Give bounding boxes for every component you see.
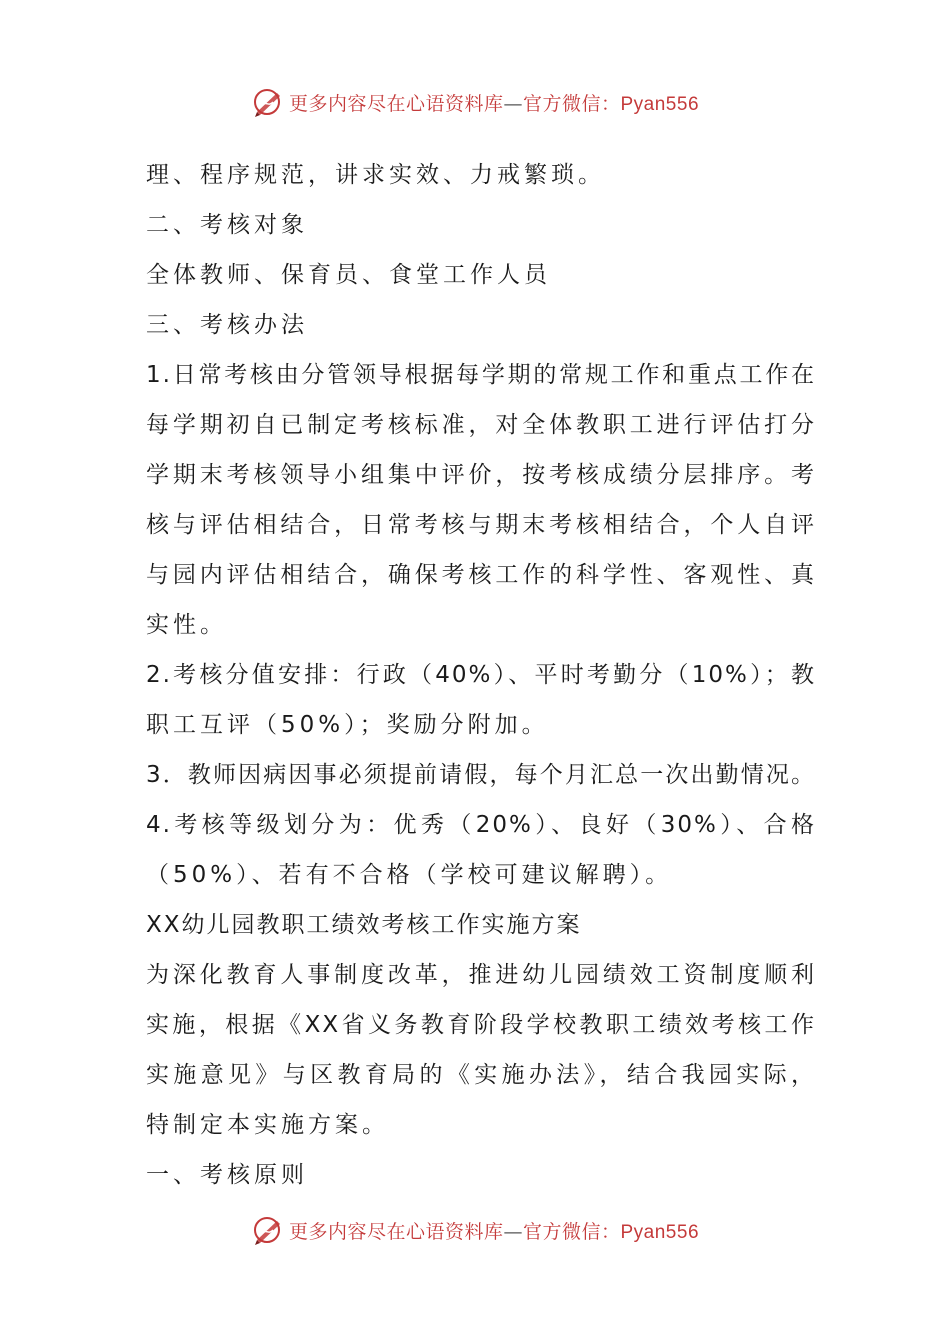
watermark-dash: — — [503, 1220, 523, 1243]
paragraph-line: 实性。 — [146, 612, 227, 638]
paragraph-line: 2.考核分值安排：行政（40%）、平时考勤分（10%）；教 — [146, 662, 816, 688]
watermark-title: 更多内容尽在心语资料库 — [288, 1220, 504, 1243]
paragraph-line: 学期末考核领导小组集中评价，按考核成绩分层排序。考 — [146, 462, 816, 488]
paragraph-line: 3．教师因病因事必须提前请假，每个月汇总一次出勤情况。 — [146, 762, 816, 788]
footer-watermark — [0, 1210, 950, 1250]
paragraph-line: 实施意见》与区教育局的《实施办法》，结合我园实际， — [146, 1062, 816, 1088]
document-title: XX幼儿园教职工绩效考核工作实施方案 — [146, 912, 582, 938]
pen-logo-icon — [251, 1213, 285, 1247]
paragraph-line: 理、程序规范，讲求实效、力戒繁琐。 — [146, 162, 605, 188]
watermark-text — [289, 89, 699, 116]
paragraph-line: 1.日常考核由分管领导根据每学期的常规工作和重点工作在 — [146, 362, 816, 388]
watermark-title: 更多内容尽在心语资料库 — [288, 92, 504, 115]
section-heading: 一、考核原则 — [146, 1162, 308, 1188]
paragraph-line: 职工互评（50%）；奖励分附加。 — [146, 712, 549, 738]
paragraph-line: 全体教师、保育员、食堂工作人员 — [146, 262, 551, 288]
paragraph-line: 特制定本实施方案。 — [146, 1112, 389, 1138]
watermark-dash: — — [503, 92, 523, 115]
paragraph-line: （50%）、若有不合格（学校可建议解聘）。 — [146, 862, 673, 888]
section-heading: 二、考核对象 — [146, 212, 308, 238]
document-body — [146, 150, 816, 1200]
paragraph-line: 实施，根据《XX省义务教育阶段学校教职工绩效考核工作 — [146, 1012, 816, 1038]
watermark-text — [289, 1217, 699, 1244]
header-watermark — [0, 82, 950, 122]
paragraph-line: 4.考核等级划分为：优秀（20%）、良好（30%）、合格 — [146, 812, 816, 838]
wechat-id: Pyan556 — [620, 1221, 700, 1243]
wechat-id: Pyan556 — [620, 93, 700, 115]
wechat-label: 官方微信： — [522, 92, 621, 115]
wechat-label: 官方微信： — [522, 1220, 621, 1243]
paragraph-line: 核与评估相结合，日常考核与期末考核相结合，个人自评 — [146, 512, 816, 538]
section-heading: 三、考核办法 — [146, 312, 308, 338]
paragraph-line: 为深化教育人事制度改革，推进幼儿园绩效工资制度顺利 — [146, 962, 816, 988]
paragraph-line: 与园内评估相结合，确保考核工作的科学性、客观性、真 — [146, 562, 816, 588]
paragraph-line: 每学期初自已制定考核标准，对全体教职工进行评估打分 — [146, 412, 816, 438]
pen-logo-icon — [251, 85, 285, 119]
